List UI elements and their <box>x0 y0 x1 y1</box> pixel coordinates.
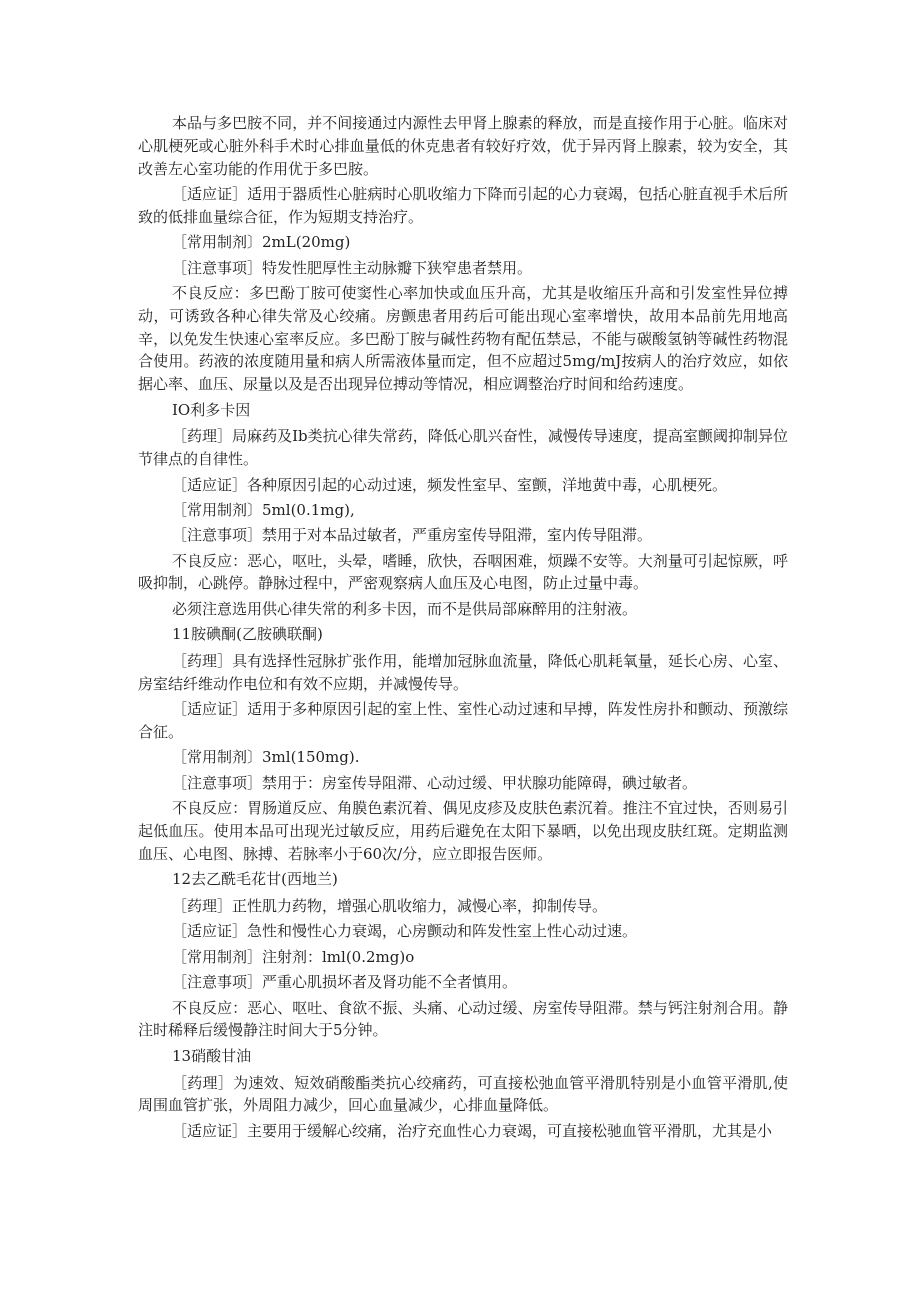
paragraph-preparation: ［常用制剂〕2mL(20mg) <box>172 233 351 252</box>
paragraph-indication: ［适应证］适用于器质性心脏病时心肌收缩力下降而引起的心力衰竭，包括心脏直视手术后所致的低排血量综合征，作为短期支持治疗。 <box>138 184 788 226</box>
paragraph-precautions: ［注意事项］禁用于：房室传导阻滞、心动过缓、甲状腺功能障碍，碘过敏者。 <box>172 773 698 792</box>
paragraph-note: 必须注意选用供心律失常的利多卡因，而不是供局部麻醉用的注射液。 <box>172 599 638 618</box>
section-heading-nitroglycerin: 13硝酸甘油 <box>172 1046 252 1065</box>
paragraph-adverse-reactions: 不良反应：多巴酚丁胺可使窦性心率加快或血压升高，尤其是收缩压升高和引发室性异位搏动，可诱致各种心律失常及心绞痛。房颤患者用药后可能出现心室率增快，故用本品前先用地高辛，以免发生快速心室率反应。多巴酚丁胺与碱性药物有配伍禁忌，不能与碳酸氢钠等碱性药物混合使用。药液的浓度随用量和病人所需液体量而定，但不应超过5mg∕mJ按病人的治疗效应，如依据心率、血压、尿量以及是否出现异位搏动等情况，相应调整治疗时间和给药速度。 <box>138 283 788 394</box>
paragraph-preparation: ［常用制剂〕3ml(150mg). <box>172 748 360 767</box>
paragraph-intro: 本品与多巴胺不同，并不间接通过内源性去甲肾上腺素的释放，而是直接作用于心脏。临床对心肌梗死或心脏外科手术时心排血量低的休克患者有较好疗效，优于异丙肾上腺素，较为安全，其改善左心室功能的作用优于多巴胺。 <box>138 114 788 178</box>
paragraph-indication: ［适应证］主要用于缓解心绞痛，治疗充血性心力衰竭，可直接松驰血管平滑肌，尤其是小 <box>172 1121 773 1140</box>
paragraph-indication: ［适应证］各种原因引起的心动过速，频发性室早、室颤，洋地黄中毒，心肌梗死。 <box>172 475 728 494</box>
paragraph-pharmacology: ［药理］具有选择性冠脉扩张作用，能增加冠脉血流量，降低心肌耗氧量，延长心房、心室、房室结纤维动作电位和有效不应期，并减慢传导。 <box>138 652 788 693</box>
document-body <box>138 112 788 1145</box>
paragraph-adverse-reactions: 不良反应：恶心，呕吐，头晕，嗜睡，欣快，吞咽困难，烦躁不安等。大剂量可引起惊厥，呼吸抑制，心跳停。静脉过程中，严密观察病人血压及心电图，防止过量中毒。 <box>138 551 788 593</box>
paragraph-precautions: ［注意事项］禁用于对本品过敏者，严重房室传导阻滞，室内传导阻滞。 <box>172 526 653 545</box>
section-heading-deslanoside: 12去乙酰毛花甘(西地兰) <box>172 870 338 889</box>
paragraph-pharmacology: ［药理］正性肌力药物，增强心肌收缩力，减慢心率，抑制传导。 <box>172 897 608 915</box>
paragraph-pharmacology: ［药理］局麻药及Ib类抗心律失常药，降低心肌兴奋性，减慢传导速度，提高室颤阈抑制异位节律点的自律性。 <box>138 427 788 469</box>
paragraph-precautions: ［注意事项］特发性肥厚性主动脉瓣下狭窄患者禁用。 <box>172 258 533 277</box>
paragraph-pharmacology: ［药理］为速效、短效硝酸酯类抗心绞痛药，可直接松弛血管平滑肌特别是小血管平滑肌,使周围血管扩张，外周阻力减少，回心血量减少，心排血量降低。 <box>138 1073 788 1115</box>
paragraph-indication: ［适应证］急性和慢性心力衰竭，心房颤动和阵发性室上性心动过速。 <box>172 922 638 941</box>
paragraph-preparation: ［常用制剂〕5ml(0.1mg), <box>172 500 355 519</box>
paragraph-preparation: ［常用制剂］注射剂：lml(0.2mg)o <box>172 947 415 966</box>
paragraph-adverse-reactions: 不良反应：恶心、呕吐、食欲不振、头痛、心动过缓、房室传导阻滞。禁与钙注射剂合用。静注时稀释后缓慢静注时间大于5分钟。 <box>138 998 788 1040</box>
section-heading-lidocaine: IO利多卡因 <box>172 400 251 419</box>
paragraph-indication: ［适应证］适用于多种原因引起的室上性、室性心动过速和早搏，阵发性房扑和颤动、预激综合征。 <box>138 700 788 742</box>
paragraph-adverse-reactions: 不良反应：胃肠道反应、角膜色素沉着、偶见皮疹及皮肤色素沉着。推注不宜过快，否则易引起低血压。使用本品可出现光过敏反应，用药后避免在太阳下暴晒，以免出现皮肤红斑。定期监测血压、心电图、脉搏、若脉率小于60次/分，应立即报告医师。 <box>138 799 788 863</box>
paragraph-precautions: ［注意事项］严重心肌损坏者及肾功能不全者慎用。 <box>172 973 518 992</box>
section-heading-amiodarone: 11胺碘酮(乙胺碘联酮) <box>172 625 323 644</box>
